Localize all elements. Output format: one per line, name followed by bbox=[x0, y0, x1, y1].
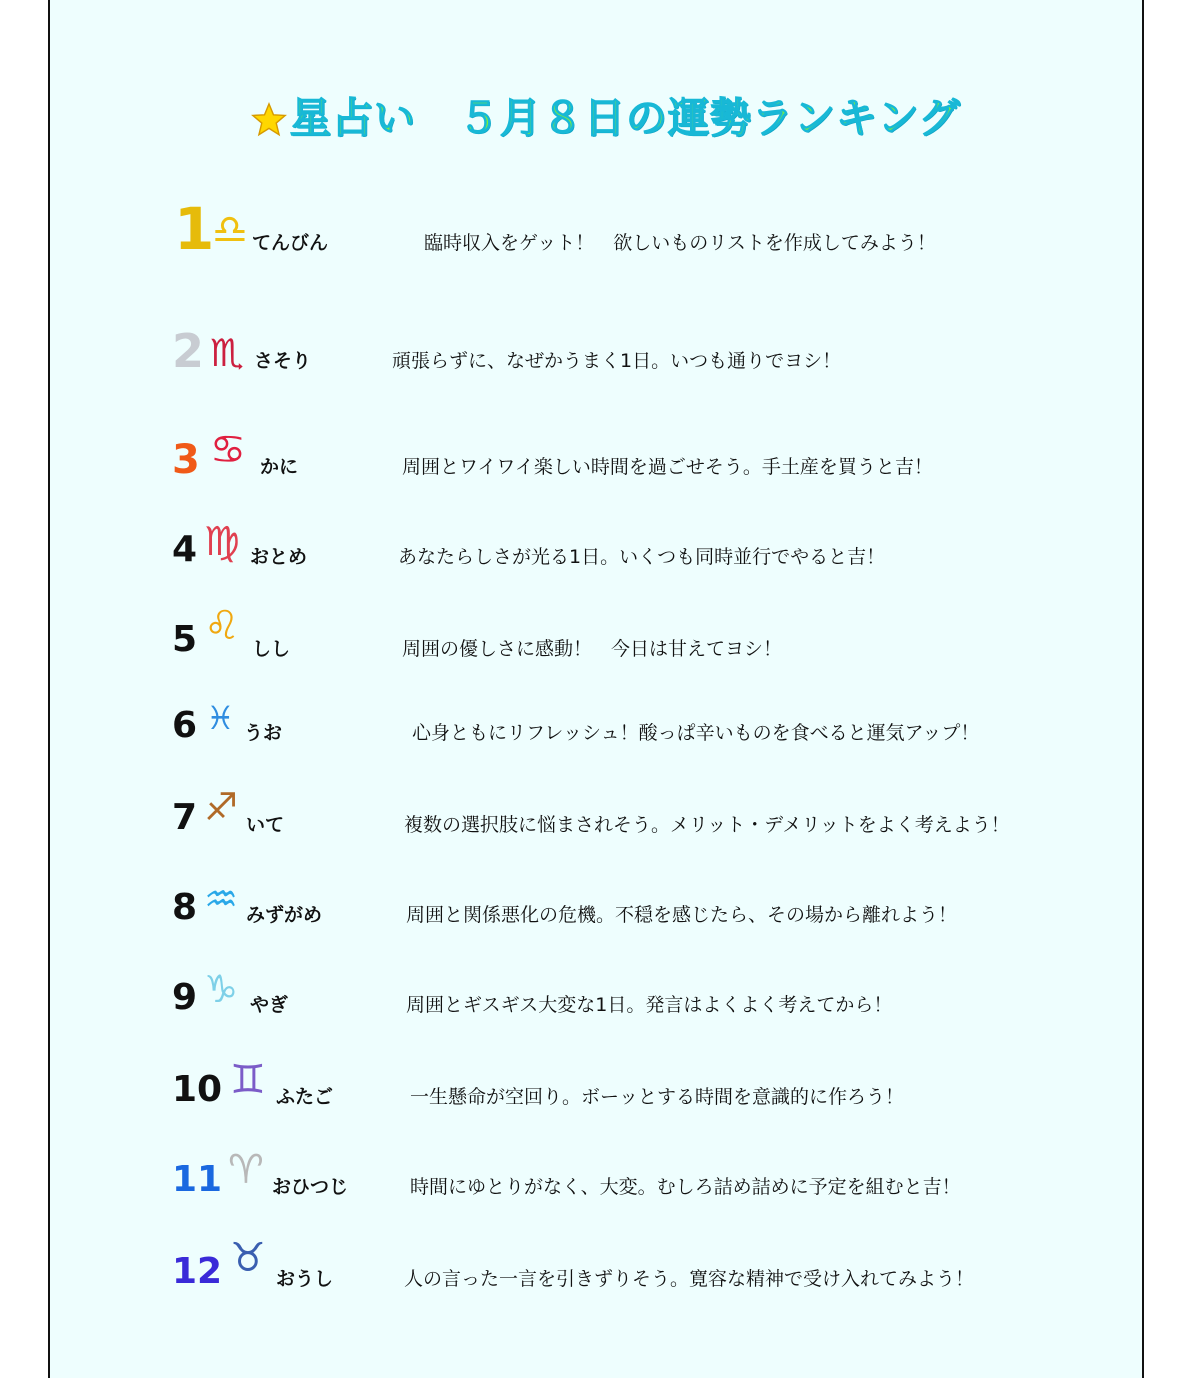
zodiac-sign-name: しし bbox=[252, 638, 291, 660]
fortune-text: 時間にゆとりがなく、大変。むしろ詰め詰めに予定を組むと吉！ bbox=[410, 1176, 961, 1198]
zodiac-symbol-icon: ♓ bbox=[206, 699, 235, 737]
zodiac-sign-name: おとめ bbox=[250, 546, 308, 568]
rank-number: 8 bbox=[172, 887, 198, 928]
rank-number: 1 bbox=[174, 195, 215, 263]
fortune-text: 周囲の優しさに感動！ 今日は甘えてヨシ！ bbox=[402, 638, 783, 660]
fortune-text: 複数の選択肢に悩まされそう。メリット・デメリットをよく考えよう！ bbox=[404, 814, 1010, 836]
rank-number: 5 bbox=[172, 619, 198, 660]
zodiac-sign-name: おうし bbox=[276, 1268, 334, 1290]
zodiac-symbol-icon: ♎ bbox=[212, 207, 248, 253]
zodiac-sign-name: さそり bbox=[254, 350, 312, 372]
zodiac-symbol-icon: ♈ bbox=[228, 1147, 264, 1193]
fortune-text: 心身ともにリフレッシュ！酸っぱ辛いものを食べると運気アップ！ bbox=[412, 722, 980, 744]
fortune-text: 一生懸命が空回り。ボーッとする時間を意識的に作ろう！ bbox=[410, 1086, 905, 1108]
zodiac-symbol-icon: ♐ bbox=[204, 785, 239, 829]
zodiac-symbol-icon: ♌ bbox=[204, 603, 240, 649]
zodiac-symbol-icon: ♉ bbox=[230, 1235, 266, 1281]
zodiac-sign-name: うお bbox=[244, 722, 283, 744]
page-title-text: 星占い ５月８日の運勢ランキング bbox=[290, 93, 961, 142]
fortune-text: 周囲とギスギス大変な1日。発言はよくよく考えてから！ bbox=[406, 994, 893, 1016]
zodiac-sign-name: おひつじ bbox=[272, 1176, 349, 1198]
rank-number: 4 bbox=[172, 529, 198, 570]
zodiac-symbol-icon: ♏ bbox=[210, 331, 245, 375]
fortune-text: 周囲と関係悪化の危機。不穏を感じたら、その場から離れよう！ bbox=[406, 904, 958, 926]
zodiac-sign-name: やぎ bbox=[250, 994, 289, 1016]
rank-number: 12 bbox=[172, 1251, 223, 1292]
fortune-text: 臨時収入をゲット！ 欲しいものリストを作成してみよう！ bbox=[424, 232, 936, 254]
rank-number: 3 bbox=[172, 437, 200, 483]
zodiac-symbol-icon: ♒ bbox=[204, 877, 239, 921]
rank-number: 9 bbox=[172, 977, 198, 1018]
rank-number: 2 bbox=[172, 324, 205, 378]
zodiac-symbol-icon: ♍ bbox=[204, 519, 240, 565]
zodiac-symbol-icon: ♑ bbox=[204, 967, 239, 1011]
zodiac-sign-name: ふたご bbox=[276, 1086, 334, 1108]
fortune-text: 頑張らずに、なぜかうまく1日。いつも通りでヨシ！ bbox=[392, 350, 842, 372]
zodiac-sign-name: いて bbox=[246, 814, 285, 836]
fortune-text: 周囲とワイワイ楽しい時間を過ごせそう。手土産を買うと吉！ bbox=[402, 456, 933, 478]
fortune-text: 人の言った一言を引きずりそう。寛容な精神で受け入れてみよう！ bbox=[404, 1268, 975, 1290]
zodiac-symbol-icon: ♋ bbox=[210, 427, 246, 473]
zodiac-sign-name: てんびん bbox=[252, 232, 329, 254]
rank-number: 10 bbox=[172, 1069, 223, 1110]
zodiac-symbol-icon: ♊ bbox=[230, 1057, 266, 1103]
star-icon bbox=[250, 101, 288, 139]
rank-number: 11 bbox=[172, 1159, 223, 1200]
fortune-text: あなたらしさが光る1日。いくつも同時並行でやると吉！ bbox=[398, 546, 886, 568]
rank-number: 7 bbox=[172, 797, 198, 838]
zodiac-sign-name: みずがめ bbox=[246, 904, 323, 926]
page-title bbox=[250, 84, 961, 144]
rank-number: 6 bbox=[172, 705, 198, 746]
zodiac-sign-name: かに bbox=[260, 456, 299, 478]
